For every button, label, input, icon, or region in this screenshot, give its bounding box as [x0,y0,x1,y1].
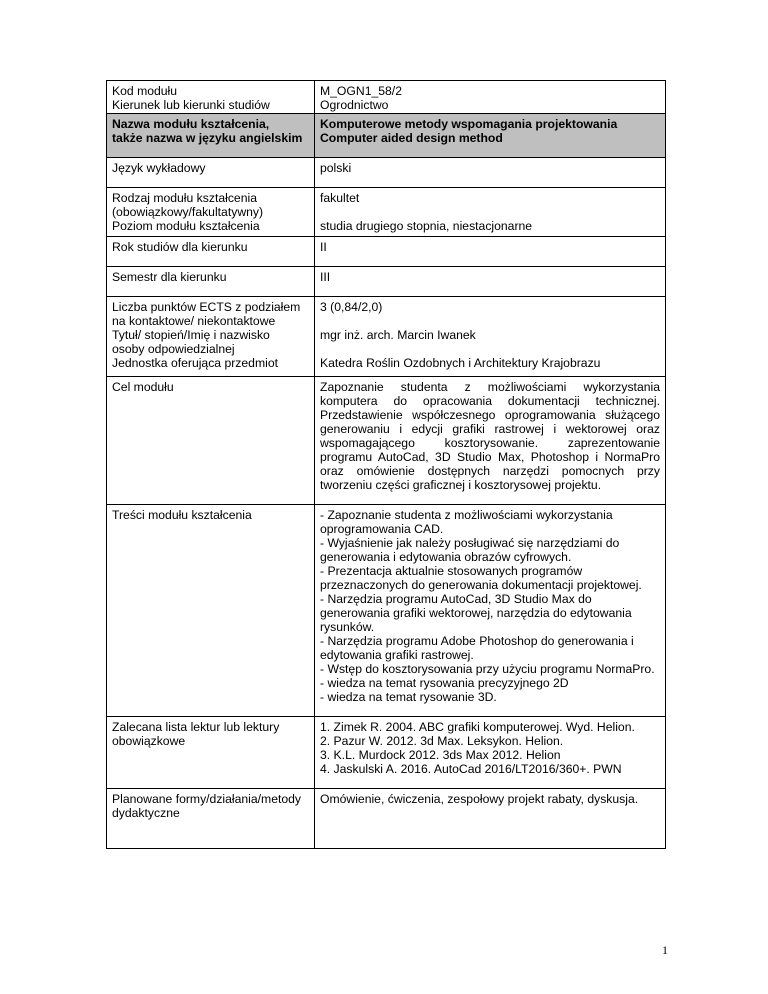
row-ects-tytul-jednostka [107,297,666,377]
value-formy: Omówienie, ćwiczenia, zespołowy projekt rabaty, dyskusja. [315,789,666,849]
row-rok [107,237,666,267]
value-nazwa-line1: Komputerowe metody wspomagania projektowania [320,117,618,131]
tresci-item: - wiedza na temat rysowania precyzyjnego 2D [320,676,569,690]
value-cel: Zapoznanie studenta z możliwościami wykorzystania komputera do opracowania dokumentacji technicznej. Przedstawienie współczesnego oprogramowania służącego generowaniu i edycji grafiki rastrowej i wektorowej oraz wspomagającego kosztorysowanie. zaprezentowanie programu AutoCad, 3D Studio Max, Photoshop i NormaPro oraz omówienie dostępnych narzędzi pomocnych przy tworzeniu części graficznej i kosztorysowej projektu. [315,377,666,505]
label-kierunek-text: Kierunek lub kierunki studiów [112,98,270,112]
label-rodzaj-line1: Rodzaj modułu kształcenia [112,191,257,205]
label-rodzaj-line2: (obowiązkowy/fakultatywny) [112,205,264,219]
value-rodzaj: fakultet [320,191,360,205]
tresci-item: - Zapoznanie studenta z możliwościami wykorzystania oprogramowania CAD. [320,508,613,536]
label-semestr: Semestr dla kierunku [107,267,315,297]
row-semestr [107,267,666,297]
row-tresci [107,505,666,717]
value-ects-tytul-jednostka [315,297,666,377]
value-rodzaj-poziom [315,188,666,237]
label-poziom: Poziom modułu kształcenia [112,219,260,233]
label-jezyk: Język wykładowy [107,158,315,188]
label-ects-line2: na kontaktowe/ niekontaktowe [112,314,276,328]
value-nazwa-line2: Computer aided design method [320,131,503,145]
label-ects-line1: Liczba punktów ECTS z podziałem [112,300,301,314]
label-formy [107,789,315,849]
tresci-item: - Narzędzia programu Adobe Photoshop do generowania i edytowania grafiki rastrowej. [320,634,634,662]
label-jednostka: Jednostka oferująca przedmiot [112,356,278,370]
tresci-item: - Prezentacja aktualnie stosowanych programów przeznaczonych do generowania dokumentacji projektowej. [320,564,642,592]
label-nazwa-modulu [107,114,315,158]
value-kod-modulu [315,81,666,114]
value-rok: II [315,237,666,267]
value-lektury [315,717,666,789]
tresci-item: - Wstęp do kosztorysowania przy użyciu programu NormaPro. [320,662,655,676]
value-kod-text: M_OGN1_58/2 [320,84,402,98]
label-tresci: Treści modułu kształcenia [107,505,315,717]
row-jezyk [107,158,666,188]
label-cel: Cel modułu [107,377,315,505]
value-jezyk: polski [315,158,666,188]
lektura-item: 2. Pazur W. 2012. 3d Max. Leksykon. Helion. [320,734,564,748]
value-kierunek-text: Ogrodnictwo [320,98,389,112]
row-nazwa-modulu [107,114,666,158]
value-jednostka: Katedra Roślin Ozdobnych i Architektury Krajobrazu [320,356,601,370]
label-rok: Rok studiów dla kierunku [107,237,315,267]
lektura-item: 1. Zimek R. 2004. ABC grafiki komputerowej. Wyd. Helion. [320,720,635,734]
value-ects: 3 (0,84/2,0) [320,300,383,314]
value-poziom: studia drugiego stopnia, niestacjonarne [320,219,533,233]
row-kod-modulu [107,81,666,114]
value-nazwa-modulu [315,114,666,158]
tresci-item: - wiedza na temat rysowanie 3D. [320,690,497,704]
label-lektury [107,717,315,789]
label-kod-modulu [107,81,315,114]
label-kod-text: Kod modułu [112,84,178,98]
row-rodzaj-poziom [107,188,666,237]
value-tresci [315,505,666,717]
tresci-item: - Narzędzia programu AutoCad, 3D Studio Max do generowania grafiki wektorowej, narzędzia do edytowania rysunków. [320,592,632,634]
lektura-item: 3. K.L. Murdock 2012. 3ds Max 2012. Helion [320,748,561,762]
page-number: 1 [662,943,668,957]
label-rodzaj-poziom [107,188,315,237]
module-description-table [106,80,666,849]
value-semestr: III [315,267,666,297]
label-tytul-line1: Tytuł/ stopień/Imię i nazwisko [112,328,270,342]
row-cel [107,377,666,505]
label-formy-line1: Planowane formy/działania/metody [112,792,302,806]
label-nazwa-line1: Nazwa modułu kształcenia, [112,117,270,131]
row-formy [107,789,666,849]
tresci-item: - Wyjaśnienie jak należy posługiwać się narzędziami do generowania i edytowania obrazów cyfrowych. [320,536,620,564]
label-lektury-line1: Zalecana lista lektur lub lektury [112,720,280,734]
label-ects-tytul-jednostka [107,297,315,377]
label-lektury-line2: obowiązkowe [112,734,186,748]
lektura-item: 4. Jaskulski A. 2016. AutoCad 2016/LT2016/360+. PWN [320,762,622,776]
label-tytul-line2: osoby odpowiedzialnej [112,342,235,356]
value-tytul: mgr inż. arch. Marcin Iwanek [320,328,476,342]
label-nazwa-line2: także nazwa w języku angielskim [112,131,303,145]
row-lektury [107,717,666,789]
label-formy-line2: dydaktyczne [112,806,180,820]
